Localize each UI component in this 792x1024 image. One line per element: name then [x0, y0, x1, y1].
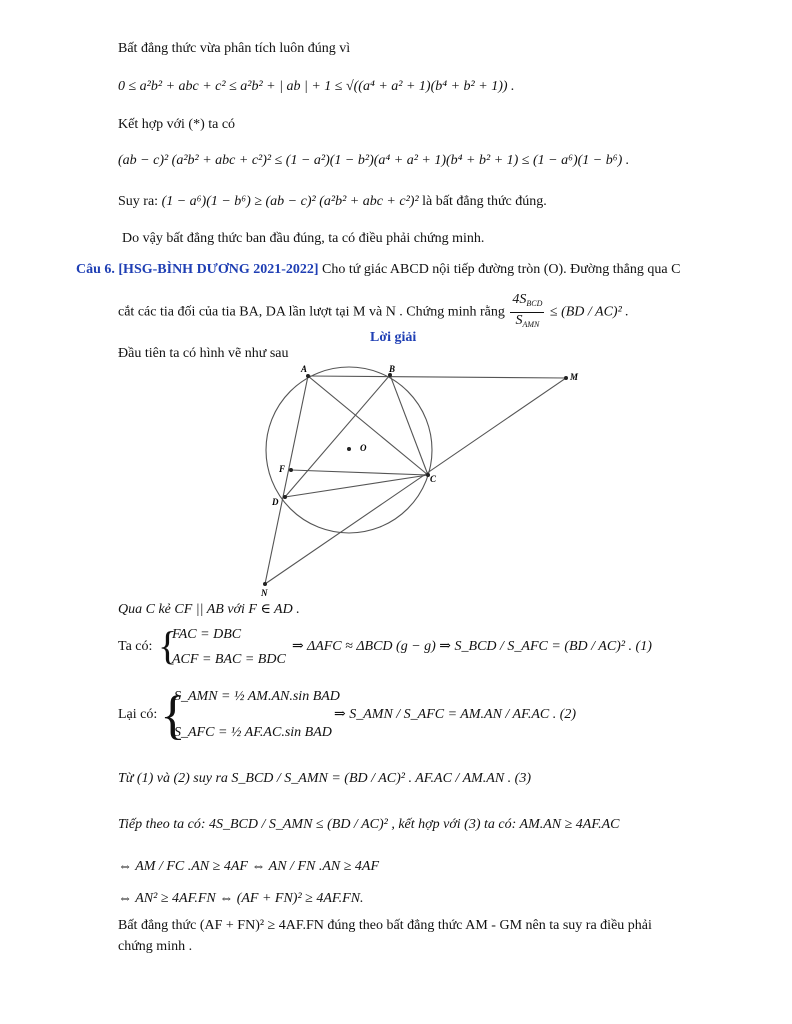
- label-d: D: [272, 497, 279, 507]
- claim-numerator: 4S: [512, 292, 527, 307]
- segment-a-m: [308, 376, 566, 378]
- inequality-2: (ab − c)² (a²b² + abc + c²)² ≤ (1 − a²)(1 − b²)(a⁴ + a² + 1)(b⁴ + b² + 1) ≤ (1 − a⁶)(1 − b⁶) .: [118, 153, 630, 168]
- ta-co-system-1: FAC = DBC: [172, 627, 242, 642]
- label-b: B: [389, 364, 396, 374]
- point-f: [289, 468, 293, 472]
- claim-numerator-sub: BCD: [526, 299, 543, 308]
- segment-a-c: [308, 376, 428, 475]
- lai-co-label: Lại có:: [118, 707, 158, 722]
- problem-label: Câu 6. [HSG-BÌNH DƯƠNG 2021-2022]: [76, 262, 319, 277]
- point-o: [347, 447, 351, 451]
- previous-conclusion: Do vậy bất đẳng thức ban đầu đúng, ta có điều phải chứng minh.: [122, 231, 485, 246]
- ta-co-result: ⇒ ΔAFC ≈ ΔBCD (g − g) ⇒ S_BCD / S_AFC = (BD / AC)² . (1): [292, 639, 652, 654]
- intro-line: Bất đẳng thức vừa phân tích luôn đúng vì: [118, 41, 351, 56]
- claim-rhs: ≤ (BD / AC)² .: [549, 304, 629, 320]
- final-line-1: Bất đẳng thức (AF + FN)² ≥ 4AF.FN đúng theo bất đẳng thức AM - GM nên ta suy ra điều phải: [118, 918, 652, 933]
- lai-co-brace: {: [160, 685, 186, 745]
- problem-text-2: cắt các tia đối của tia BA, DA lần lượt tại M và N . Chứng minh rằng: [118, 304, 505, 320]
- inequality-1: 0 ≤ a²b² + abc + c² ≤ a²b² + | ab | + 1 ≤ √((a⁴ + a² + 1)(b⁴ + b² + 1)) .: [118, 79, 515, 94]
- solution-title: Lời giải: [370, 330, 417, 345]
- lai-co-system-2: S_AFC = ½ AF.AC.sin BAD: [174, 725, 332, 740]
- point-n: [263, 582, 267, 586]
- lai-co-result: ⇒ S_AMN / S_AFC = AM.AN / AF.AC . (2): [334, 707, 577, 722]
- lai-co-system-1: S_AMN = ½ AM.AN.sin BAD: [174, 689, 340, 704]
- label-f: F: [279, 464, 286, 474]
- label-a: A: [301, 364, 308, 374]
- from-1-and-2: Từ (1) và (2) suy ra S_BCD / S_AMN = (BD / AC)² . AF.AC / AM.AN . (3): [118, 771, 531, 786]
- point-a: [306, 374, 310, 378]
- point-m: [564, 376, 568, 380]
- claim-denominator-sub: AMN: [522, 320, 540, 329]
- ta-co-brace: {: [158, 623, 178, 668]
- ta-co-label: Ta có:: [118, 639, 153, 654]
- label-o: O: [360, 443, 367, 453]
- suy-ra-label: Suy ra:: [118, 194, 159, 209]
- combine-line: Kết hợp với (*) ta có: [118, 117, 236, 132]
- segment-m-n: [265, 378, 566, 584]
- problem-text-1: Cho tứ giác ABCD nội tiếp đường tròn (O). Đường thẳng qua C: [322, 262, 681, 277]
- step-qua-c: Qua C kẻ CF || AB với F ∈ AD .: [118, 602, 300, 617]
- next-step: Tiếp theo ta có: 4S_BCD / S_AMN ≤ (BD / AC)² , kết hợp với (3) ta có: AM.AN ≥ 4AF.AC: [118, 817, 620, 832]
- segment-b-d: [285, 375, 390, 497]
- segment-d-c: [285, 475, 428, 497]
- label-m: M: [570, 372, 579, 382]
- equivalence-2: ⇔ AN² ≥ 4AF.FN ⇔ (AF + FN)² ≥ 4AF.FN.: [118, 891, 364, 906]
- ta-co-system-2: ACF = BAC = BDC: [172, 652, 286, 667]
- equivalence-1: ⇔ AM / FC .AN ≥ 4AF ⇔ AN / FN .AN ≥ 4AF: [118, 859, 380, 874]
- point-d: [283, 495, 287, 499]
- suy-ra-tail: là bất đẳng thức đúng.: [422, 194, 547, 209]
- claim-denominator: S: [515, 313, 523, 328]
- final-line-2: chứng minh .: [118, 939, 193, 954]
- figure-intro: Đầu tiên ta có hình vẽ như sau: [118, 346, 289, 361]
- segment-f-c: [291, 470, 428, 475]
- suy-ra-expression: (1 − a⁶)(1 − b⁶) ≥ (ab − c)² (a²b² + abc + c²)²: [161, 194, 419, 209]
- label-c: C: [430, 474, 437, 484]
- label-n: N: [261, 588, 268, 598]
